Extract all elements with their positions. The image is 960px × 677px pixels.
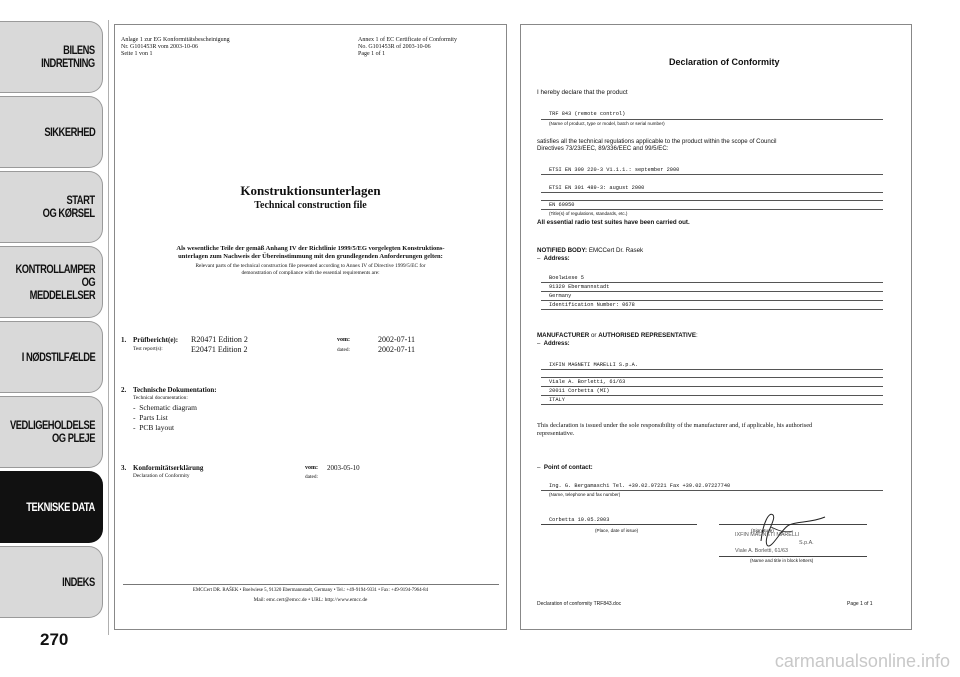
address-line: Boelwiese 5 xyxy=(549,275,584,281)
product-underline xyxy=(541,119,883,120)
document-subtitle: Technical construction file xyxy=(254,200,367,211)
header-left-line: Nr. G101453R vom 2003-10-06 xyxy=(121,44,198,50)
satisfies-text xyxy=(537,138,777,152)
manufacturer-underline xyxy=(541,377,883,378)
tab-vedligeholdelse[interactable] xyxy=(0,396,103,468)
address-underline xyxy=(541,291,883,292)
dated-label: dated: xyxy=(305,474,318,480)
stamp-line: S.p.A. xyxy=(799,540,814,546)
section-1-title: Prüfbericht(e): xyxy=(133,336,179,344)
company-stamp xyxy=(735,531,814,555)
construction-file-document xyxy=(114,24,507,630)
document-title: Konstruktionsunterlagen xyxy=(240,183,381,198)
header-left xyxy=(121,37,230,58)
dated-label: dated: xyxy=(337,347,350,353)
test-report-date-1: 2002-07-11 xyxy=(378,335,416,344)
signature-caption: (Signature) xyxy=(751,528,774,533)
header-right-line: No. G101453R of 2003-10-06 xyxy=(358,44,431,50)
tab-label: VEDLIGEHOLDELSE OG PLEJE xyxy=(9,418,95,445)
regulation-4: EN 60950 xyxy=(549,202,575,208)
documentation-item: - PCB layout xyxy=(133,423,175,432)
declaration-of-conformity-document xyxy=(520,24,912,630)
notified-body: NOTIFIED BODY: EMCCert Dr. Rasek xyxy=(537,247,644,254)
satisfies-line: Directives 73/23/EEC, 89/336/EEC and 99/5/EC: xyxy=(537,145,669,152)
intro-line: Als wesentliche Teile der gemäß Anhang IV der Richtlinie 1999/5/EG vorgelegten Konstruktions- xyxy=(176,245,445,252)
place-date-caption: (Place, date of issue) xyxy=(595,528,639,533)
manufacturer-underline xyxy=(541,369,883,370)
vom-label: vom: xyxy=(337,337,350,343)
regulation-underline xyxy=(541,200,883,201)
intro-translation xyxy=(115,263,506,276)
sidebar-divider xyxy=(108,20,109,635)
vom-label: vom: xyxy=(305,465,318,471)
footer-rule xyxy=(123,584,499,585)
point-of-contact-label: – Point of contact: xyxy=(537,464,593,471)
name-title-caption: (Name and title in block letters) xyxy=(750,558,814,563)
manufacturer-line: IXFIN MAGNETI MARELLI S.p.A. xyxy=(549,362,639,368)
documentation-item: - Schematic diagram xyxy=(133,403,197,412)
tab-label: TEKNISKE DATA xyxy=(26,499,95,514)
tab-i-nodstilfaelde[interactable] xyxy=(0,321,103,393)
stamp-line: Viale A. Borletti, 61/63 xyxy=(735,548,788,554)
contact-caption: (Name, telephone and fax number) xyxy=(549,492,621,497)
notified-body-address-label: – Address: xyxy=(537,256,570,262)
tab-label: INDEKS xyxy=(62,574,95,589)
product-value: TRF 843 (remote control) xyxy=(549,111,626,117)
section-2-subtitle: Technical documentation: xyxy=(133,395,188,401)
declare-text: I hereby declare that the product xyxy=(537,89,628,96)
tab-kontrollamper[interactable] xyxy=(0,246,103,318)
site-watermark: carmanualsonline.info xyxy=(774,651,950,671)
address-line: 91320 Ebermannstadt xyxy=(549,284,610,290)
chapter-sidebar xyxy=(0,0,104,677)
declaration-title: Declaration of Conformity xyxy=(669,57,780,67)
regulation-1: ETSI EN 300 220-3 V1.1.1.: september 2000 xyxy=(549,167,680,173)
section-2-title: Technische Dokumentation: xyxy=(133,386,217,394)
regulations-caption: (Title(s) of regulations, standards, etc.) xyxy=(549,211,628,216)
satisfies-line: satisfies all the technical regulations applicable to the product within the scope of Council xyxy=(537,138,777,145)
footer-filename: Declaration of conformity TRF843.doc xyxy=(537,601,622,607)
footer-page: Page 1 of 1 xyxy=(847,601,873,607)
tab-sikkerhed[interactable] xyxy=(0,96,103,168)
manufacturer-underline xyxy=(541,386,883,387)
section-3-number: 3. xyxy=(121,464,127,472)
address-line: Identification Number: 0678 xyxy=(549,302,635,308)
tab-tekniske-data[interactable] xyxy=(0,471,103,543)
tab-bilens-indretning[interactable] xyxy=(0,21,103,93)
manufacturer-line: ITALY xyxy=(549,397,565,403)
section-3-subtitle: Declaration of Conformity xyxy=(133,473,190,479)
header-right-line: Annex 1 of EC Certificate of Conformity xyxy=(358,37,457,43)
tab-label: START OG KØRSEL xyxy=(43,193,95,220)
regulation-2: ETSI EN 301 489-3: august 2000 xyxy=(549,185,645,191)
tab-label: SIKKERHED xyxy=(44,124,95,139)
header-right xyxy=(358,37,457,58)
test-report-1: R20471 Edition 2 xyxy=(191,335,248,344)
manufacturer-underline xyxy=(541,395,883,396)
section-1-number: 1. xyxy=(121,336,127,344)
responsibility-line: This declaration is issued under the sole responsibility of the manufacturer and, if applicable, his authorised xyxy=(537,422,813,429)
address-underline xyxy=(541,300,883,301)
tab-label: KONTROLLAMPER OG MEDDELELSER xyxy=(15,261,95,302)
contact-value: Ing. G. Bergamaschi Tel. +39.02.97221 Fax +39.02.97227740 xyxy=(549,483,731,489)
documentation-item: - Parts List xyxy=(133,413,168,422)
intro-line: unterlagen zum Nachweis der Übereinstimmung mit den grundlegenden Anforderungen gelten: xyxy=(178,253,443,260)
section-1-subtitle: Test report(s): xyxy=(133,346,163,352)
manufacturer-address-label: – Address: xyxy=(537,341,570,347)
manufacturer-underline xyxy=(541,404,883,405)
manufacturer-heading: MANUFACTURER or AUTHORISED REPRESENTATIVE: xyxy=(537,332,698,339)
regulation-underline xyxy=(541,174,883,175)
header-right-line: Page 1 of 1 xyxy=(358,51,386,57)
name-underline xyxy=(719,556,867,557)
intro-translation-line: Relevant parts of the technical construction file presented according to Annex IV of Directive 1999/5/EC for xyxy=(195,263,426,269)
tab-label: BILENS INDRETNING xyxy=(41,43,95,70)
contact-underline xyxy=(541,490,883,491)
tab-label: I NØDSTILFÆLDE xyxy=(21,349,95,364)
manufacturer-line: 20011 Corbetta (MI) xyxy=(549,388,610,394)
stamp-line: IXFIN MAGNETI MARELLI xyxy=(735,532,800,538)
product-caption: (Name of product, type or model, batch or serial number) xyxy=(549,121,665,126)
header-left-line: Anlage 1 zur EG Konformitätsbescheinigung xyxy=(121,37,230,43)
test-report-2: E20471 Edition 2 xyxy=(191,345,248,354)
address-underline xyxy=(541,282,883,283)
test-report-date-2: 2002-07-11 xyxy=(378,345,416,354)
footer-address: EMCCert DR. RAŠEK • Boelwiese 5, 91320 Ebermannstadt, Germany • Tel.: +49-9194-9331 • Fax: +49-9194-7964-84 xyxy=(192,588,429,593)
section-3-title: Konformitätserklärung xyxy=(133,464,204,472)
section-2-number: 2. xyxy=(121,386,127,394)
place-date-underline xyxy=(541,524,697,525)
page-number: 270 xyxy=(40,630,69,649)
radio-tests-statement: All essential radio test suites have been carried out. xyxy=(537,219,690,226)
intro-translation-line: demonstration of compliance with the essential requirements are: xyxy=(241,269,380,276)
regulation-underline xyxy=(541,209,883,210)
documentation-list xyxy=(133,403,197,433)
tab-indeks[interactable] xyxy=(0,546,103,618)
address-underline xyxy=(541,309,883,310)
responsibility-statement xyxy=(537,422,812,438)
intro-paragraph xyxy=(115,245,506,261)
responsibility-line: representative. xyxy=(537,430,575,437)
place-date-value: Corbetta 10.05.2003 xyxy=(549,517,610,523)
manufacturer-line: Viale A. Borletti, 61/63 xyxy=(549,379,626,385)
regulation-underline xyxy=(541,192,883,193)
conformity-date: 2003-05-10 xyxy=(327,464,360,472)
header-left-line: Seite 1 von 1 xyxy=(121,51,153,57)
address-line: Germany xyxy=(549,293,572,299)
footer-contact: Mail: emc.cert@emcc.de • URL: http://www.emcc.de xyxy=(253,597,368,603)
tab-start-og-korsel[interactable] xyxy=(0,171,103,243)
